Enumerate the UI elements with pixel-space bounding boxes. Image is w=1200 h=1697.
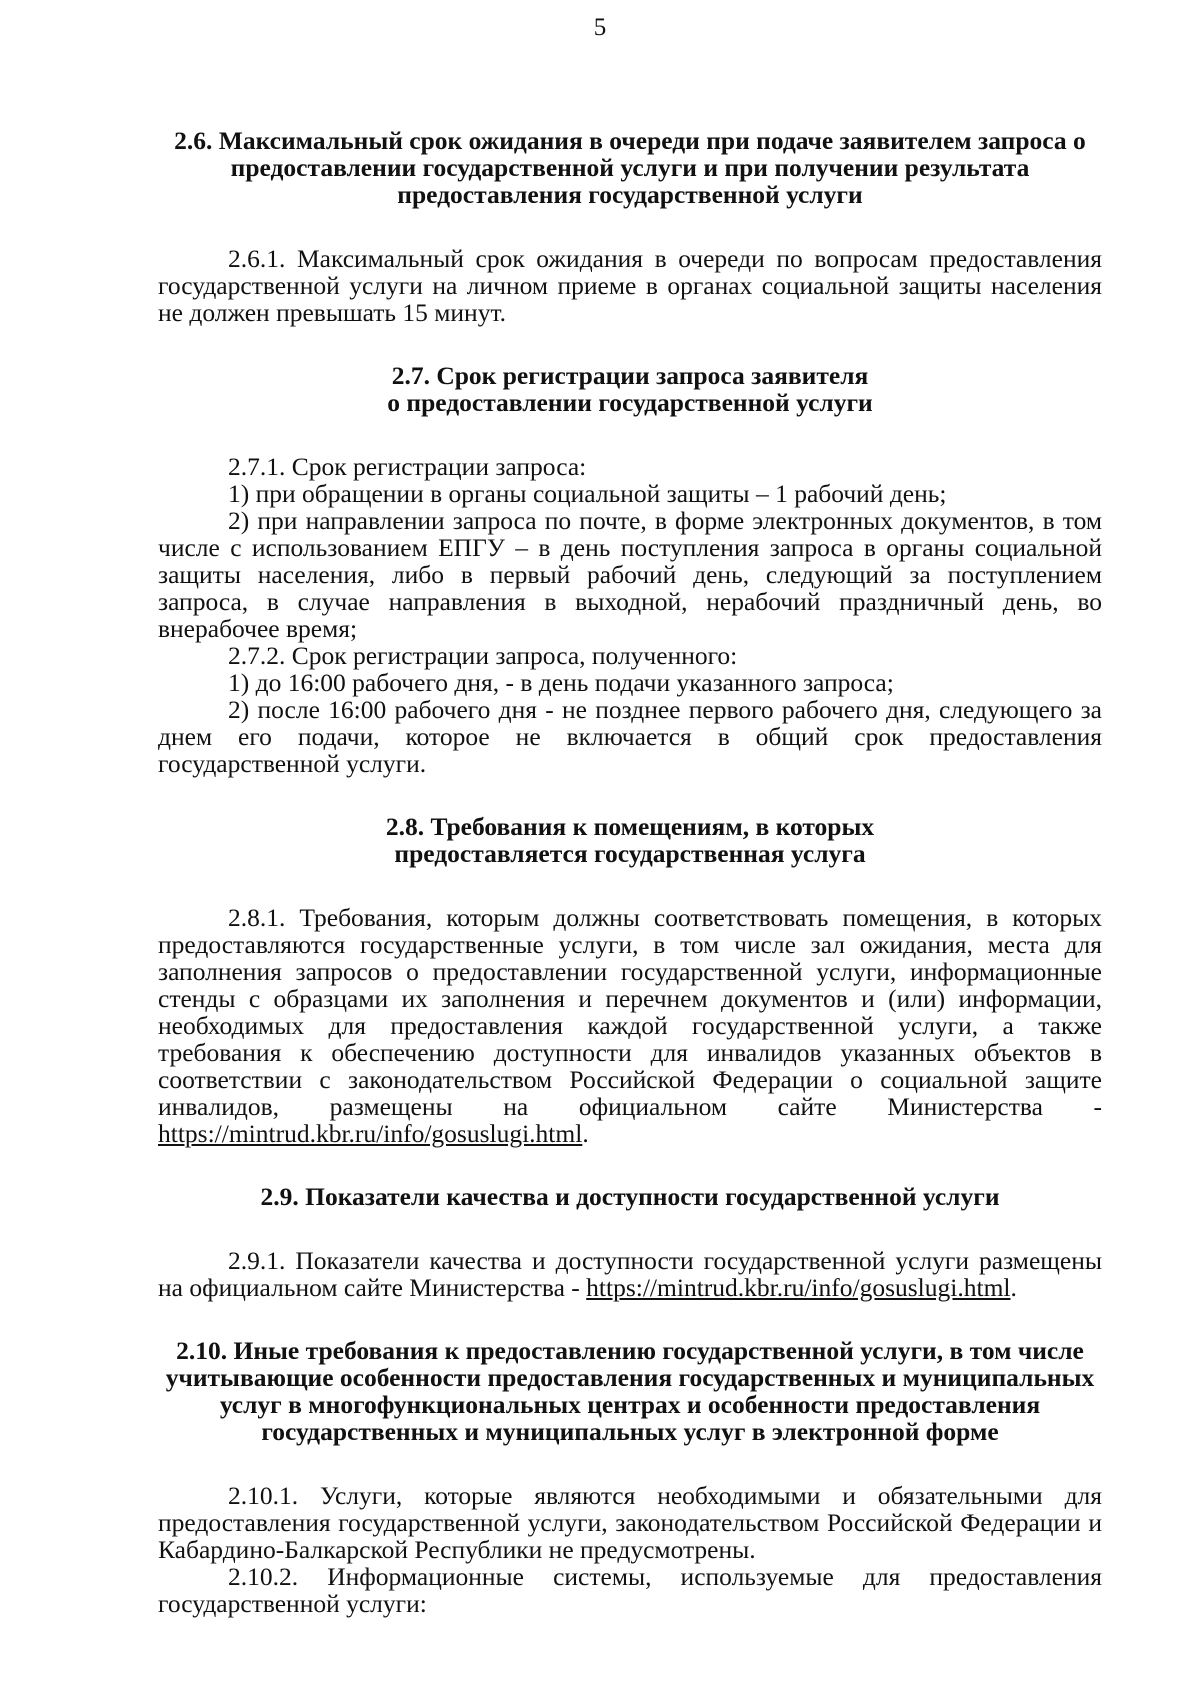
ministry-link[interactable]: https://mintrud.kbr.ru/info/gosuslugi.html: [158, 1119, 583, 1148]
paragraph-2-7-1: 2.7.1. Срок регистрации запроса:: [228, 452, 587, 481]
heading-line: предоставляется государственная услуга: [394, 839, 866, 868]
section-2-10-heading: [158, 1337, 1102, 1445]
list-item: 1) при обращении в органы социальной защиты – 1 рабочий день;: [228, 479, 947, 508]
heading-line: учитывающие особенности предоставления государственных и муниципальных: [165, 1363, 1095, 1392]
heading-line: предоставлении государственной услуги и при получении результата: [230, 153, 1030, 182]
paragraph-2-9-1: [158, 1247, 1102, 1301]
heading-line: 2.9. Показатели качества и доступности государственной услуги: [260, 1182, 1000, 1211]
heading-line: 2.7. Срок регистрации запроса заявителя: [391, 361, 869, 390]
paragraph-text: 2.8.1. Требования, которым должны соответствовать помещения, в которых предоставляются государственные услуги, в том числе зал ожидания, места для заполнения запросов о предоставлении государственной услуги, информационные стенды с образцами их заполнения и перечнем документов и (или) информации, необходимых для предоставления каждой государственной услуги, а также требования к обеспечению доступности для инвалидов указанных объектов в соответствии с законодательством Российской Федерации о социальной защите инвалидов, размещены на официальном сайте Министерства -: [158, 903, 1102, 1121]
section-2-6-heading: [158, 127, 1102, 208]
paragraph-end: .: [1010, 1273, 1017, 1302]
document-body: [158, 127, 1102, 1617]
list-item: 2) при направлении запроса по почте, в форме электронных документов, в том числе с использованием ЕПГУ – в день поступления запроса в органы социальной защиты населения, либо в первый рабочий день, следующий за поступлением запроса, в случае направления в выходной, нерабочий праздничный день, во внерабочее время;: [158, 506, 1102, 643]
paragraph-end: .: [582, 1119, 589, 1148]
heading-line: услуг в многофункциональных центрах и особенности предоставления: [219, 1390, 1041, 1419]
list-item: 1) до 16:00 рабочего дня, - в день подачи указанного запроса;: [228, 668, 894, 697]
paragraph-text: 2.9.1. Показатели качества и доступности государственной услуги размещены на официальном сайте Министерства -: [158, 1246, 1102, 1302]
paragraph-2-6-1: 2.6.1. Максимальный срок ожидания в очереди по вопросам предоставления государственной услуги на личном приеме в органах социальной защиты населения не должен превышать 15 минут.: [158, 244, 1102, 327]
paragraph-2-10-2: 2.10.2. Информационные системы, используемые для предоставления государственной услуги:: [158, 1562, 1102, 1618]
heading-line: 2.6. Максимальный срок ожидания в очереди при подаче заявителем запроса о: [174, 126, 1086, 155]
heading-line: о предоставлении государственной услуги: [387, 388, 873, 417]
section-2-9-heading: [158, 1183, 1102, 1210]
section-2-8-heading: [158, 813, 1102, 867]
list-item: 2) после 16:00 рабочего дня - не позднее первого рабочего дня, следующего за днем его подачи, которое не включается в общий срок предоставления государственной услуги.: [158, 695, 1102, 778]
heading-line: 2.8. Требования к помещениям, в которых: [385, 812, 875, 841]
heading-line: предоставления государственной услуги: [397, 180, 863, 209]
heading-line: государственных и муниципальных услуг в электронной форме: [261, 1417, 999, 1446]
page-number: 5: [593, 14, 607, 41]
paragraph-2-10-1: 2.10.1. Услуги, которые являются необходимыми и обязательными для предоставления государственной услуги, законодательством Российской Федерации и Кабардино-Балкарской Республики не предусмотрены.: [158, 1481, 1102, 1564]
paragraph-2-7-2: 2.7.2. Срок регистрации запроса, полученного:: [228, 641, 738, 670]
paragraph-2-8-1: [158, 904, 1102, 1147]
section-2-7-heading: [158, 362, 1102, 416]
ministry-link[interactable]: https://mintrud.kbr.ru/info/gosuslugi.html: [586, 1273, 1011, 1302]
heading-line: 2.10. Иные требования к предоставлению государственной услуги, в том числе: [176, 1336, 1084, 1365]
